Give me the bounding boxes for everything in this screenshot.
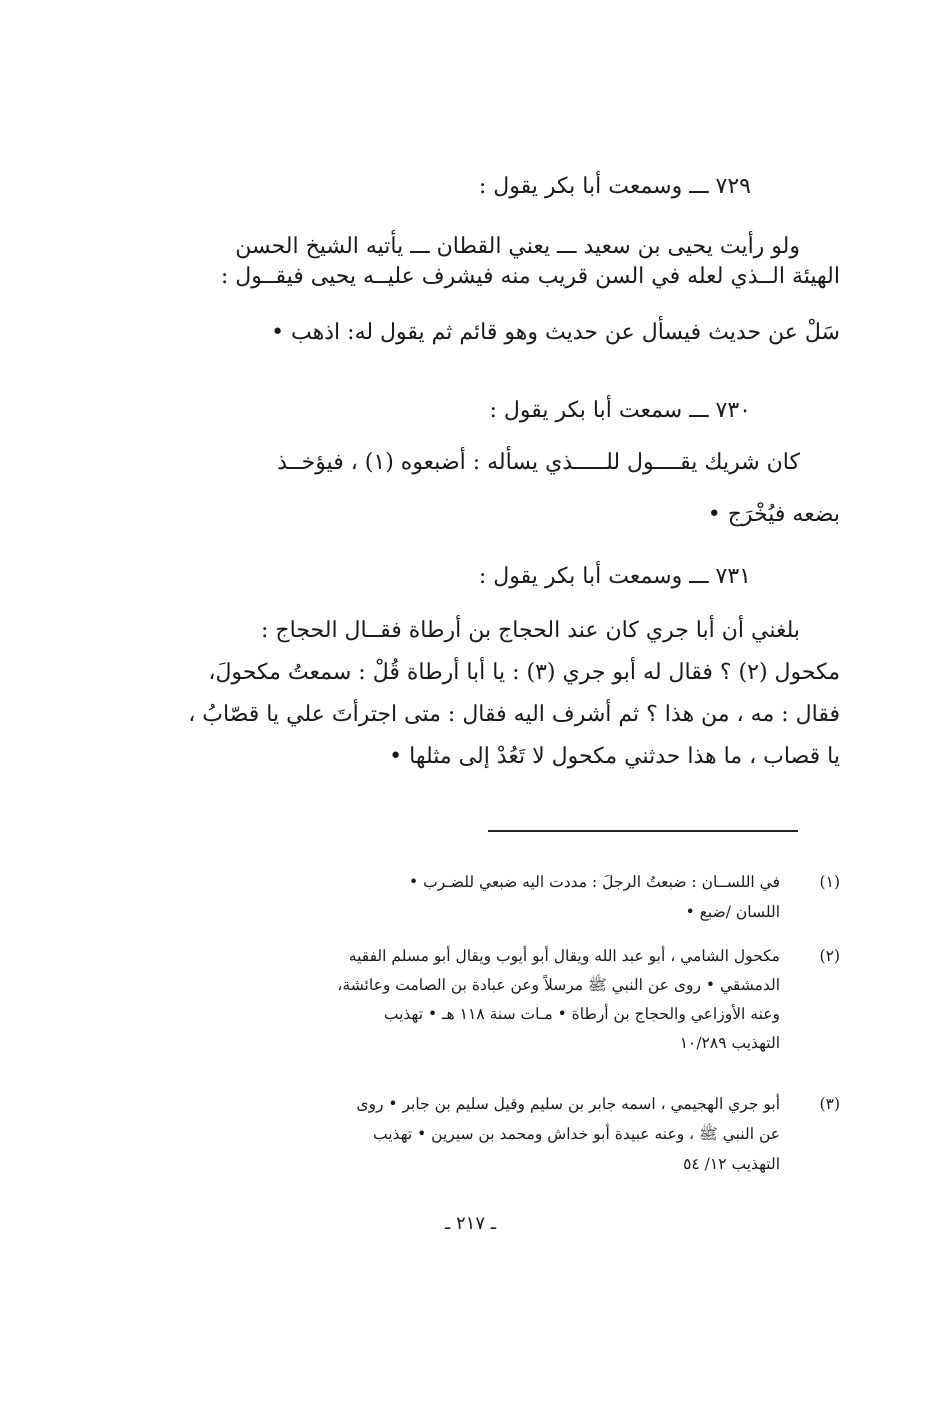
body-line: كان شريك يقــــول للـــــذي يسأله : أضبعوه (١) ، فيؤخــذ (277, 450, 800, 475)
body-line: سَلْ عن حديث فيسأل عن حديث وهو قائم ثم يقول له: اذهب • (271, 320, 840, 345)
section-heading-730: ٧٣٠ ـــ سمعت أبا بكر يقول : (489, 398, 751, 423)
body-line: مكحول (٢) ؟ فقال له أبو جري (٣) : يا أبا أرطاة قُلْ : سمعتُ مكحولَ، (208, 660, 840, 685)
footnote-body (150, 870, 780, 925)
body-line: الهيئة الــذي لعله في السن قريب منه فيشرف عليــه يحيى فيقــول : (220, 264, 840, 289)
body-line: يا قصاب ، ما هذا حدثني مكحول لا تَعُدْ إلى مثلها • (389, 744, 840, 769)
footnote-line: الدمشقي • روى عن النبي ﷺ مرسلاً وعن عبادة بن الصامت وعائشة، (337, 976, 780, 994)
section-body-731 (150, 616, 840, 772)
footnote-line: اللسان /ضبع • (685, 903, 780, 921)
footnote-separator (488, 830, 798, 832)
footnote-line: مكحول الشامي ، أبو عبد الله ويقال أبو أيوب ويقال أبو مسلم الفقيه (348, 947, 780, 965)
footnote-1 (150, 870, 840, 925)
footnote-3 (150, 1092, 840, 1177)
body-line: بلغني أن أبا جري كان عند الحجاج بن أرطاة فقــال الحجاج : (261, 618, 800, 643)
footnote-line: في اللســان : ضبعتُ الرجلَ : مددت اليه ضبعي للضـرب • (409, 873, 780, 891)
section-body-729 (150, 232, 840, 348)
section-heading-731: ٧٣١ ـــ وسمعت أبا بكر يقول : (478, 564, 751, 589)
body-line: بضعه فيُخْرَج • (707, 502, 840, 527)
footnote-line: عن النبي ﷺ ، وعنه عبيدة أبو خداش ومحمد بن سيرين • تهذيب (373, 1125, 780, 1143)
section-heading-729: ٧٢٩ ـــ وسمعت أبا بكر يقول : (478, 174, 751, 199)
footnote-line: التهذيب ١٠/٢٨٩ (679, 1034, 780, 1052)
footnote-line: التهذيب ١٢/ ٥٤ (683, 1155, 780, 1173)
footnote-line: أبو جري الهجيمي ، اسمه جابر بن سليم وقيل سليم بن جابر • روى (356, 1095, 780, 1113)
body-line: ولو رأيت يحيى بن سعيد ـــ يعني القطان ـــ يأتيه الشيخ الحسن (235, 234, 800, 259)
page-number: ـ ٢١٧ ـ (444, 1213, 496, 1234)
footnote-body (150, 1092, 780, 1177)
footnote-number: (٢) (819, 947, 840, 965)
footnote-number: (١) (819, 873, 840, 891)
footnote-number: (٣) (819, 1095, 840, 1113)
body-line: فقال : مه ، من هذا ؟ ثم أشرف اليه فقال : متى اجترأتَ علي يا قصّابُ ، (188, 702, 840, 727)
footnote-line: وعنه الأوزاعي والحجاج بن أرطاة • مـات سنة ١١٨ هـ • تهذيب (383, 1005, 780, 1023)
footnote-body (150, 944, 780, 1056)
footnote-2 (150, 944, 840, 1056)
section-body-730 (150, 448, 840, 530)
